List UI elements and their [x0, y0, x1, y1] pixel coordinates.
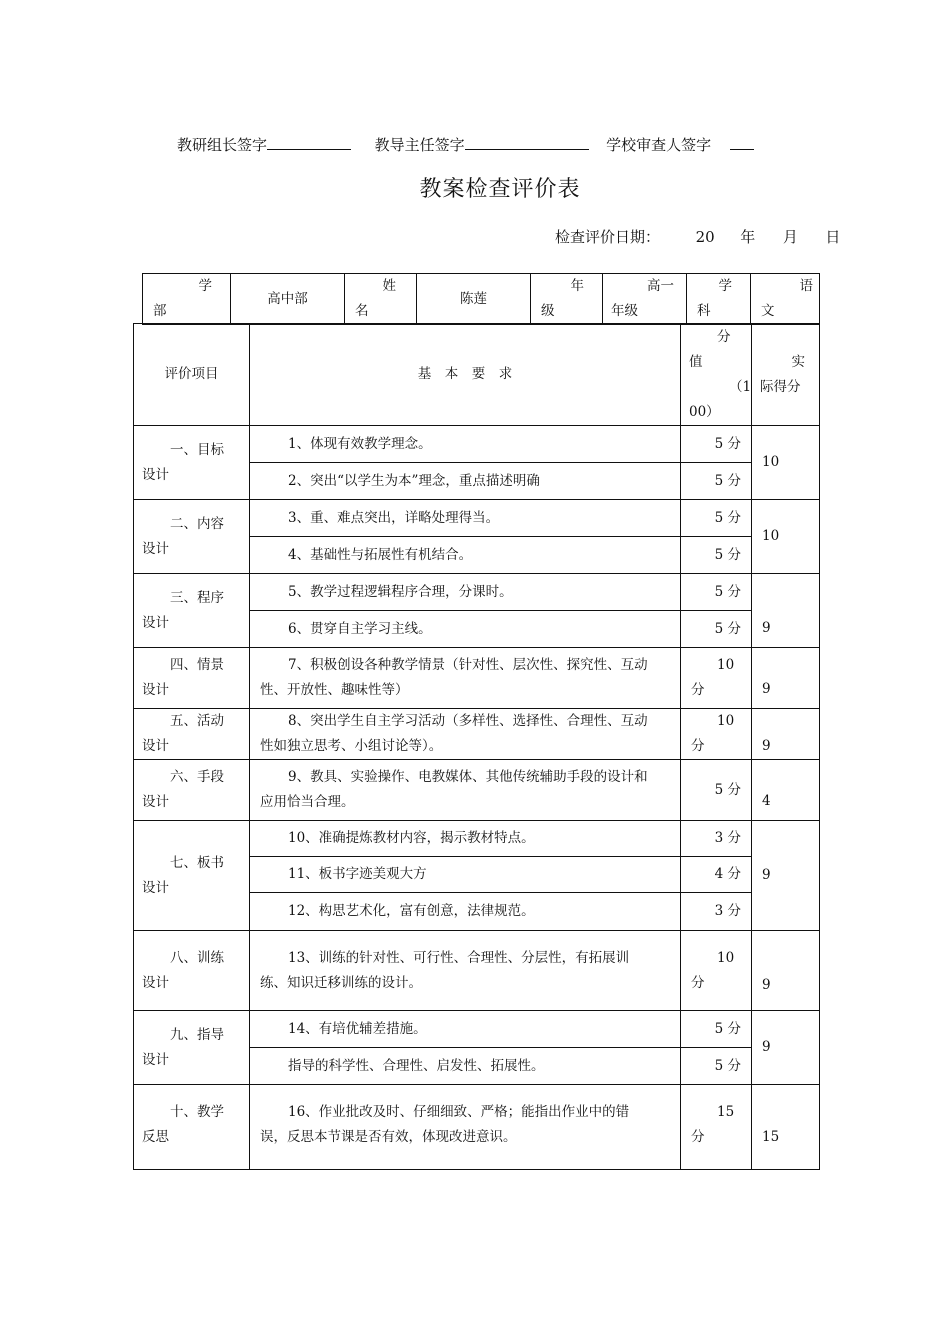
- table-row: [134, 500, 820, 537]
- actual-score-cell[interactable]: 15: [752, 1085, 820, 1170]
- page-title: 教案检查评价表: [419, 177, 581, 202]
- table-row: [134, 1085, 820, 1170]
- review-date: [555, 226, 840, 247]
- requirement-cell: 5、教学过程逻辑程序合理，分课时。: [250, 574, 681, 611]
- category-cell: 四、情景 设计: [134, 648, 250, 709]
- actual-score-cell[interactable]: 9: [752, 709, 820, 760]
- category-cell: 五、活动 设计: [134, 709, 250, 760]
- requirement-cell: 8、突出学生自主学习活动（多样性、选择性、合理性、互动 性如独立思考、小组讨论等）。: [250, 709, 681, 760]
- dept-value: 高中部: [231, 274, 345, 325]
- table-row: [134, 760, 820, 821]
- dept-label: 学 部: [143, 274, 231, 325]
- table-row: [134, 574, 820, 611]
- name-label: 姓 名: [345, 274, 417, 325]
- points-cell: 5 分: [681, 611, 752, 648]
- points-cell: 5 分: [681, 1011, 752, 1048]
- subject-value: 语 文: [751, 274, 820, 325]
- requirement-cell: 12、构思艺术化，富有创意，法律规范。: [250, 893, 681, 931]
- evaluation-table: [133, 323, 820, 1170]
- actual-score-cell[interactable]: 9: [752, 648, 820, 709]
- points-cell: 5 分: [681, 574, 752, 611]
- category-cell: 九、指导 设计: [134, 1011, 250, 1085]
- points-cell: 10 分: [681, 709, 752, 760]
- points-cell: 5 分: [681, 1048, 752, 1085]
- requirement-cell: 11、板书字迹美观大方: [250, 857, 681, 893]
- points-cell: 5 分: [681, 426, 752, 463]
- reviewer-signature-label: 学校审查人签字: [606, 136, 712, 154]
- actual-score-cell[interactable]: 10: [752, 500, 820, 574]
- name-value: 陈莲: [417, 274, 531, 325]
- header-item: 评价项目: [134, 324, 250, 426]
- requirement-cell: 1、体现有效教学理念。: [250, 426, 681, 463]
- points-cell: 3 分: [681, 821, 752, 857]
- group-leader-signature-field[interactable]: [267, 135, 351, 150]
- requirement-cell: 16、作业批改及时、仔细细致、严格；能指出作业中的错 误，反思本节课是否有效，体现改进意识。: [250, 1085, 681, 1170]
- info-table: [142, 273, 820, 325]
- header-score: 分 值 （1 00）: [681, 324, 752, 426]
- signature-line: [177, 134, 754, 155]
- table-row: [134, 648, 820, 709]
- points-cell: 10 分: [681, 648, 752, 709]
- requirement-cell: 10、准确提炼教材内容，揭示教材特点。: [250, 821, 681, 857]
- points-cell: 5 分: [681, 537, 752, 574]
- table-row: [134, 709, 820, 760]
- requirement-cell: 指导的科学性、合理性、启发性、拓展性。: [250, 1048, 681, 1085]
- actual-score-cell[interactable]: 10: [752, 426, 820, 500]
- points-cell: 3 分: [681, 893, 752, 931]
- table-row: [134, 1011, 820, 1048]
- category-cell: 七、板书 设计: [134, 821, 250, 931]
- category-cell: 一、目标 设计: [134, 426, 250, 500]
- points-cell: 15 分: [681, 1085, 752, 1170]
- grade-value: 高一 年级: [603, 274, 687, 325]
- header-row: [134, 324, 820, 426]
- requirement-cell: 4、基础性与拓展性有机结合。: [250, 537, 681, 574]
- points-cell: 10 分: [681, 931, 752, 1011]
- requirement-cell: 9、教具、实验操作、电教媒体、其他传统辅助手段的设计和 应用恰当合理。: [250, 760, 681, 821]
- points-cell: 4 分: [681, 857, 752, 893]
- points-cell: 5 分: [681, 500, 752, 537]
- requirement-cell: 3、重、难点突出，详略处理得当。: [250, 500, 681, 537]
- date-day-unit: 日: [825, 228, 841, 246]
- header-requirement: 基 本 要 求: [250, 324, 681, 426]
- requirement-cell: 6、贯穿自主学习主线。: [250, 611, 681, 648]
- grade-label: 年 级: [531, 274, 603, 325]
- group-leader-signature-label: 教研组长签字: [177, 136, 268, 154]
- actual-score-cell[interactable]: 9: [752, 931, 820, 1011]
- director-signature-label: 教导主任签字: [374, 136, 465, 154]
- subject-label: 学 科: [687, 274, 751, 325]
- category-cell: 六、手段 设计: [134, 760, 250, 821]
- actual-score-cell[interactable]: 4: [752, 760, 820, 821]
- director-signature-field[interactable]: [465, 135, 589, 150]
- date-year: 20: [695, 228, 715, 246]
- date-month-unit: 月: [782, 228, 798, 246]
- table-row: [134, 821, 820, 857]
- date-label: 检查评价日期：: [555, 228, 661, 246]
- category-cell: 十、教学 反思: [134, 1085, 250, 1170]
- actual-score-cell[interactable]: 9: [752, 1011, 820, 1085]
- requirement-cell: 7、积极创设各种教学情景（针对性、层次性、探究性、互动 性、开放性、趣味性等）: [250, 648, 681, 709]
- category-cell: 二、内容 设计: [134, 500, 250, 574]
- actual-score-cell[interactable]: 9: [752, 821, 820, 931]
- points-cell: 5 分: [681, 463, 752, 500]
- category-cell: 八、训练 设计: [134, 931, 250, 1011]
- requirement-cell: 13、训练的针对性、可行性、合理性、分层性，有拓展训 练、知识迁移训练的设计。: [250, 931, 681, 1011]
- date-year-unit: 年: [740, 228, 756, 246]
- requirement-cell: 2、突出“以学生为本”理念，重点描述明确: [250, 463, 681, 500]
- points-cell: 5 分: [681, 760, 752, 821]
- category-cell: 三、程序 设计: [134, 574, 250, 648]
- info-row: [143, 274, 820, 325]
- requirement-cell: 14、有培优辅差措施。: [250, 1011, 681, 1048]
- actual-score-cell[interactable]: 9: [752, 574, 820, 648]
- table-row: [134, 931, 820, 1011]
- table-row: [134, 426, 820, 463]
- reviewer-signature-field[interactable]: [730, 135, 754, 150]
- header-actual: 实 际得分: [752, 324, 820, 426]
